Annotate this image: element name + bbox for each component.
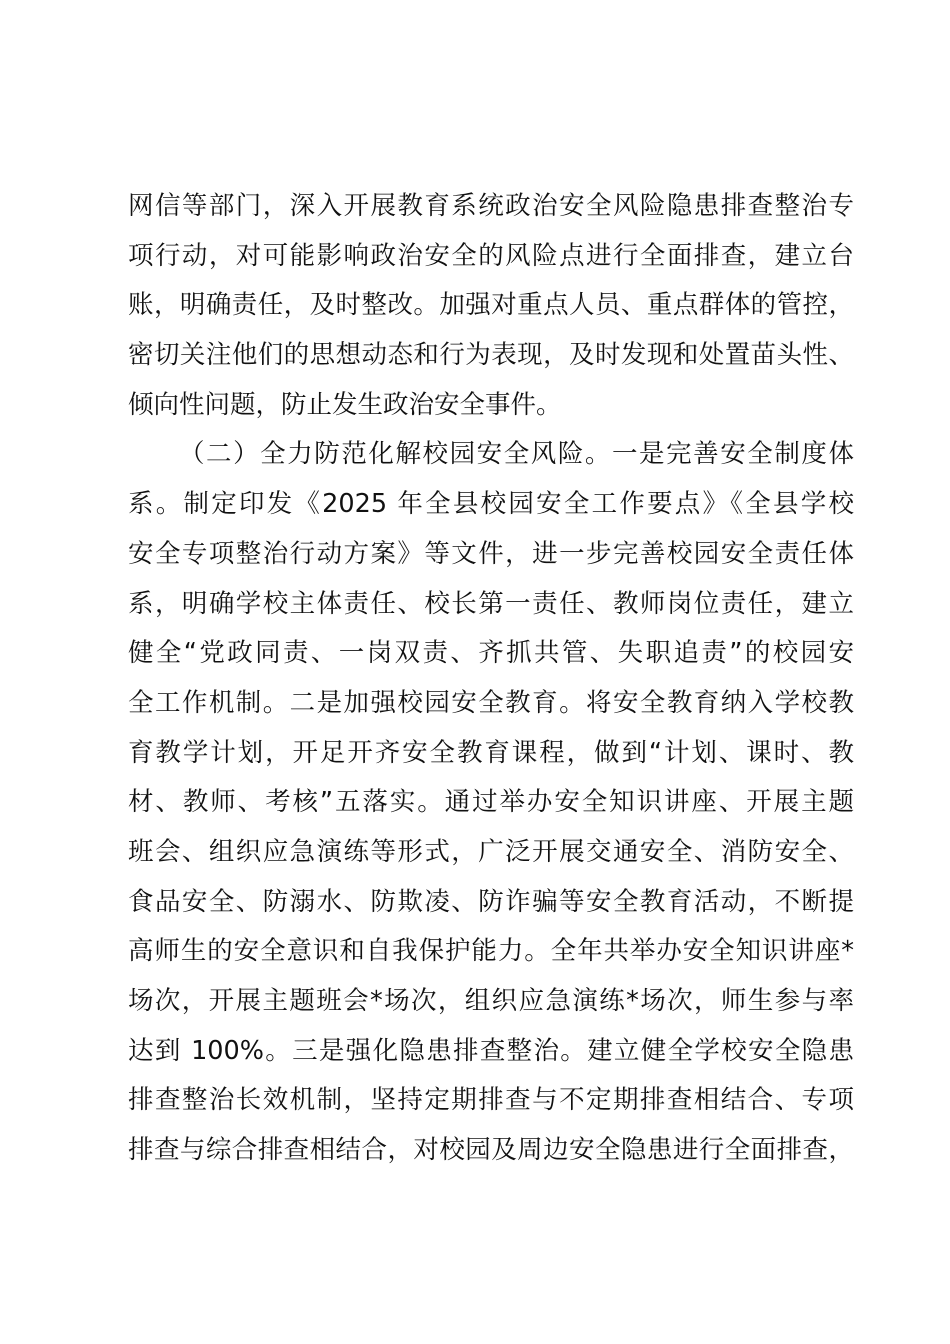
text-line: 达到 100%。三是强化隐患排查整治。建立健全学校安全隐患: [128, 1035, 854, 1066]
text-line: 育教学计划，开足开齐安全教育课程，做到“计划、课时、教: [128, 737, 854, 768]
text-line: 排查与综合排查相结合，对校园及周边安全隐患进行全面排查，: [128, 1135, 854, 1166]
text-line: 场次，开展主题班会*场次，组织应急演练*场次，师生参与率: [128, 986, 854, 1016]
text-line: 密切关注他们的思想动态和行为表现，及时发现和处置苗头性、: [128, 340, 854, 371]
text-line: 系，明确学校主体责任、校长第一责任、教师岗位责任，建立: [128, 588, 854, 619]
section-heading-line: （二）全力防范化解校园安全风险。一是完善安全制度体: [179, 439, 854, 470]
body-text: [128, 182, 854, 1176]
text-line: 全工作机制。二是加强校园安全教育。将安全教育纳入学校教: [128, 687, 854, 718]
paragraph-campus-safety: [128, 430, 854, 1175]
text-line: 高师生的安全意识和自我保护能力。全年共举办安全知识讲座*: [128, 936, 854, 967]
text-line: 班会、组织应急演练等形式，广泛开展交通安全、消防安全、: [128, 836, 854, 867]
text-line: 网信等部门，深入开展教育系统政治安全风险隐患排查整治专: [128, 191, 854, 221]
text-line: 账，明确责任，及时整改。加强对重点人员、重点群体的管控，: [128, 290, 854, 321]
text-line: 材、教师、考核”五落实。通过举办安全知识讲座、开展主题: [128, 787, 854, 818]
paragraph-political-security: [128, 182, 854, 430]
text-line: 倾向性问题，防止发生政治安全事件。: [128, 389, 562, 420]
text-line: 食品安全、防溺水、防欺凌、防诈骗等安全教育活动，不断提: [128, 886, 854, 917]
text-line: 系。制定印发《2025 年全县校园安全工作要点》《全县学校: [128, 489, 854, 520]
text-line: 安全专项整治行动方案》等文件，进一步完善校园安全责任体: [128, 538, 854, 569]
text-line: 健全“党政同责、一岗双责、齐抓共管、失职追责”的校园安: [128, 638, 854, 669]
text-line: 项行动，对可能影响政治安全的风险点进行全面排查，建立台: [128, 240, 854, 271]
text-line: 排查整治长效机制，坚持定期排查与不定期排查相结合、专项: [128, 1085, 854, 1116]
